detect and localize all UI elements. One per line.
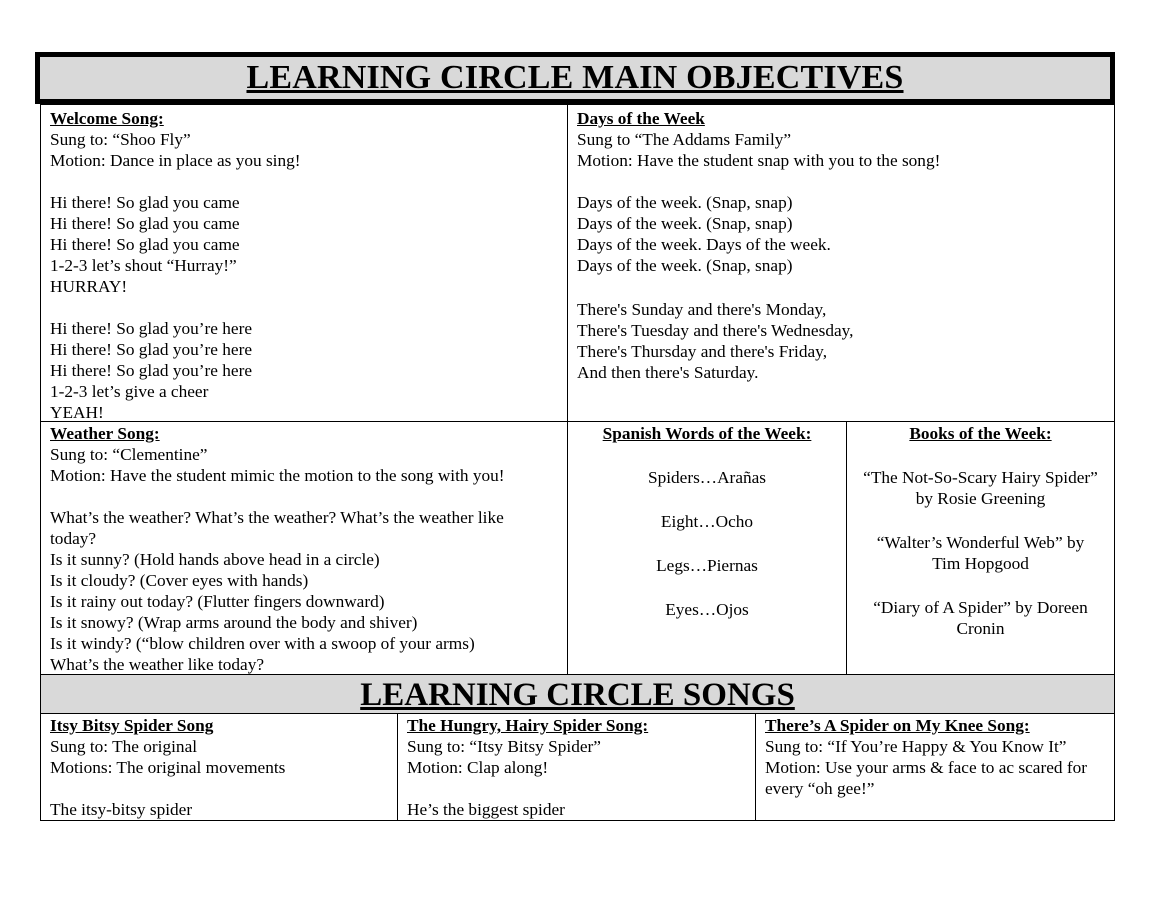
song-line: Is it windy? (“blow children over with a swoop of your arms) (50, 634, 475, 653)
song-line: Motion: Use your arms & face to ac scared for (765, 758, 1087, 777)
book-line: “Walter’s Wonderful Web” by (876, 533, 1085, 552)
song-line: Sung to: “Clementine” (50, 445, 208, 464)
song-line: Is it cloudy? (Cover eyes with hands) (50, 571, 309, 590)
book-line: “Diary of A Spider” by Doreen (873, 598, 1088, 617)
book-line: by Rosie Greening (915, 489, 1046, 508)
song-line: Sung to: The original (50, 737, 198, 756)
song-line: Days of the week. (Snap, snap) (577, 214, 793, 233)
song-line: Hi there! So glad you’re here (50, 319, 253, 338)
song-line: There's Tuesday and there's Wednesday, (577, 321, 854, 340)
welcome-song-cell (40, 104, 568, 422)
song-line: Hi there! So glad you came (50, 214, 240, 233)
blank-line (577, 171, 1114, 192)
blank-line (577, 276, 1114, 299)
blank-line (50, 778, 397, 799)
song-line: HURRAY! (50, 277, 128, 296)
song-line: Motion: Have the student snap with you to the song! (577, 151, 941, 170)
song-cell-itsy-bitsy (40, 713, 398, 821)
songs-title: LEARNING CIRCLE SONGS (360, 677, 795, 713)
song-line: 1-2-3 let’s shout “Hurray!” (50, 256, 237, 275)
song-line: Hi there! So glad you came (50, 235, 240, 254)
song-line: Motion: Clap along! (407, 758, 549, 777)
welcome-song-heading: Welcome Song: (50, 109, 164, 128)
book-line: Tim Hopgood (932, 554, 1029, 573)
song-line: Motion: Dance in place as you sing! (50, 151, 301, 170)
song-cell-spider-on-knee (755, 713, 1115, 821)
song-line: today? (50, 529, 97, 548)
song-line: 1-2-3 let’s give a cheer (50, 382, 209, 401)
blank-line (50, 486, 567, 507)
days-of-week-heading: Days of the Week (577, 109, 705, 128)
book-item (847, 467, 1114, 509)
song-line: The itsy-bitsy spider (50, 800, 193, 819)
song-heading: The Hungry, Hairy Spider Song: (407, 716, 649, 735)
days-of-week-cell (567, 104, 1115, 422)
spanish-words-cell (567, 421, 847, 675)
spanish-words-heading: Spanish Words of the Week: (602, 424, 812, 443)
song-line: Motions: The original movements (50, 758, 286, 777)
spanish-word: Eight…Ocho (660, 512, 754, 531)
blank-line (50, 297, 567, 318)
song-line: Motion: Have the student mimic the motion to the song with you! (50, 466, 505, 485)
weather-song-heading: Weather Song: (50, 424, 160, 443)
song-heading: There’s A Spider on My Knee Song: (765, 716, 1030, 735)
song-line: Days of the week. Days of the week. (577, 235, 831, 254)
songs-title-bar (40, 674, 1115, 714)
book-item (847, 597, 1114, 639)
book-item (847, 532, 1114, 574)
main-title-bar (35, 52, 1115, 104)
song-line: Is it snowy? (Wrap arms around the body and shiver) (50, 613, 418, 632)
song-line: Sung to “The Addams Family” (577, 130, 792, 149)
song-line: There's Thursday and there's Friday, (577, 342, 828, 361)
blank-line (50, 171, 567, 192)
welcome-song-lines (50, 129, 567, 423)
book-line: “The Not-So-Scary Hairy Spider” (863, 468, 1098, 487)
song-line: Hi there! So glad you’re here (50, 340, 253, 359)
song-cell-hungry-hairy (397, 713, 756, 821)
song-line: Sung to: “Shoo Fly” (50, 130, 191, 149)
song-line: Is it rainy out today? (Flutter fingers downward) (50, 592, 385, 611)
song-line: Sung to: “If You’re Happy & You Know It” (765, 737, 1067, 756)
song-line: He’s the biggest spider (407, 800, 565, 819)
song-line: Days of the week. (Snap, snap) (577, 256, 793, 275)
spanish-word: Legs…Piernas (656, 556, 758, 575)
song-line: And then there's Saturday. (577, 363, 759, 382)
main-title: LEARNING CIRCLE MAIN OBJECTIVES (246, 59, 904, 96)
song-line: Days of the week. (Snap, snap) (577, 193, 793, 212)
book-line: Cronin (956, 619, 1005, 638)
song-heading: Itsy Bitsy Spider Song (50, 716, 214, 735)
books-heading: Books of the Week: (909, 424, 1052, 443)
spanish-word: Spiders…Arañas (647, 468, 767, 487)
song-line: There's Sunday and there's Monday, (577, 300, 827, 319)
song-line: Is it sunny? (Hold hands above head in a circle) (50, 550, 380, 569)
song-line: every “oh gee!” (765, 779, 875, 798)
books-cell (846, 421, 1115, 675)
song-line: Hi there! So glad you’re here (50, 361, 253, 380)
blank-line (407, 778, 755, 799)
spanish-word: Eyes…Ojos (665, 600, 749, 619)
song-line: YEAH! (50, 403, 104, 422)
weather-song-cell (40, 421, 568, 675)
song-line: What’s the weather like today? (50, 655, 265, 674)
song-line: Sung to: “Itsy Bitsy Spider” (407, 737, 601, 756)
song-line: Hi there! So glad you came (50, 193, 240, 212)
song-line: What’s the weather? What’s the weather? What’s the weather like (50, 508, 504, 527)
